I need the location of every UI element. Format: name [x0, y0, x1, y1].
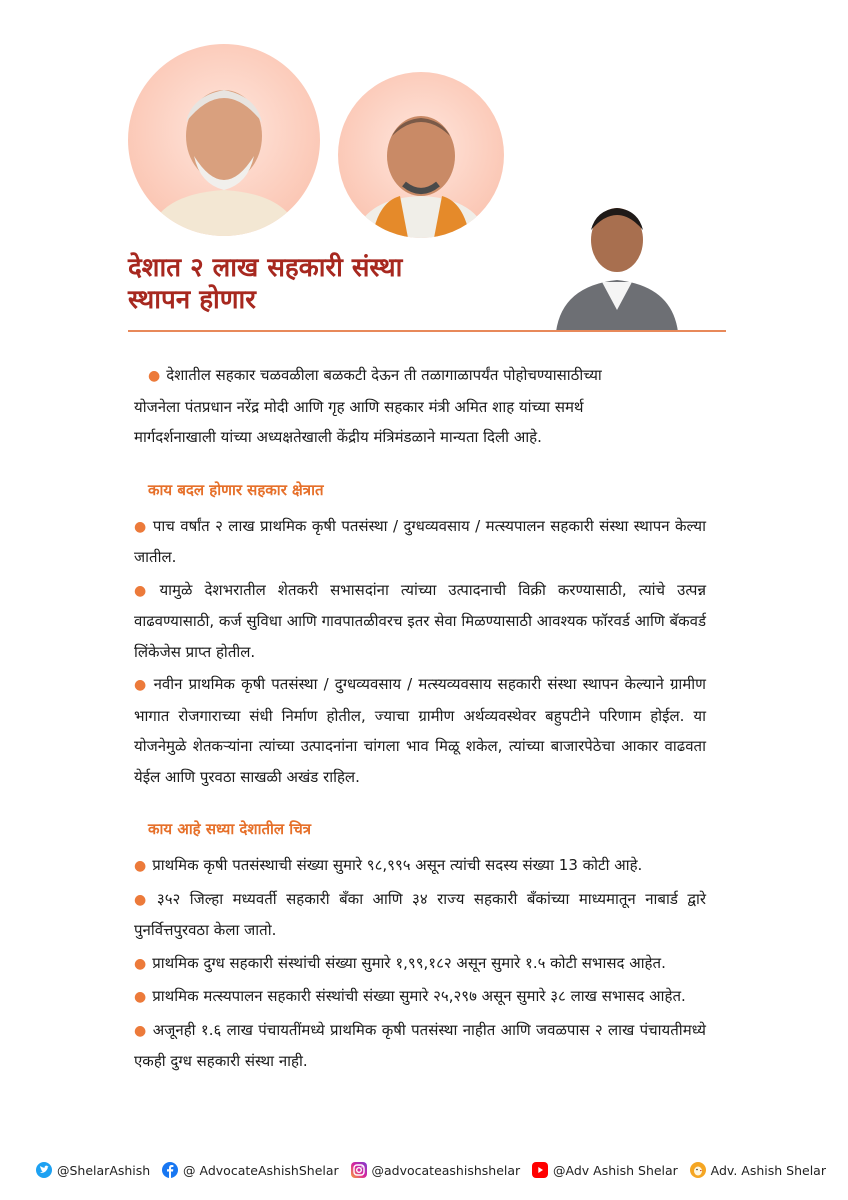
list-item: ● पाच वर्षांत २ लाख प्राथमिक कृषी पतसंस्था / दुग्धव्यवसाय / मत्स्यपालन सहकारी संस्था स्थापन केल्या जातील. — [134, 516, 706, 566]
facebook-handle: @ AdvocateAshishShelar — [183, 1162, 339, 1178]
youtube-handle: @Adv Ashish Shelar — [553, 1162, 678, 1178]
bullet-icon: ● — [134, 858, 147, 874]
section-current — [134, 850, 706, 1077]
intro-line: मार्गदर्शनाखाली यांच्या अध्यक्षतेखाली केंद्रीय मंत्रिमंडळाने मान्यता दिली आहे. — [134, 428, 542, 446]
twitter-icon — [36, 1162, 52, 1178]
section-heading-changes: काय बदल होणार सहकार क्षेत्रात — [148, 480, 324, 499]
bullet-icon: ● — [134, 1022, 147, 1039]
youtube-icon — [532, 1162, 548, 1178]
portrait-right — [548, 190, 686, 332]
section-heading-current: काय आहे सध्या देशातील चित्र — [148, 820, 311, 838]
twitter-handle: @ShelarAshish — [57, 1162, 151, 1178]
page-title — [128, 252, 528, 316]
list-item: ● अजूनही १.६ लाख पंचायतींमध्ये प्राथमिक कृषी पतसंस्था नाहीत आणि जवळपास २ लाख पंचायतीमध्ये एकही दुग्ध सहकारी संस्था नाही. — [134, 1020, 706, 1070]
youtube-link[interactable] — [532, 1162, 678, 1178]
bullet-icon: ● — [134, 582, 154, 599]
list-item: ● यामुळे देशभरातील शेतकरी सभासदांना त्यांच्या उत्पादनाची विक्री करण्यासाठी, त्यांचे उत्पन्न वाढवण्यासाठी, कर्ज सुविधा आणि गावपातळीवरच इतर सेवा मिळण्यासाठी आवश्यक फॉरवर्ड आणि बॅकवर्ड लिंकेजेस प्राप्त होतील. — [134, 580, 706, 661]
bullet-icon: ● — [134, 677, 148, 693]
article-body — [134, 360, 706, 1097]
title-line-1: देशात २ लाख सहकारी संस्था — [128, 253, 403, 283]
koo-handle: Adv. Ashish Shelar — [710, 1162, 826, 1178]
instagram-icon — [351, 1162, 367, 1178]
koo-link[interactable] — [690, 1162, 826, 1178]
intro-line: देशातील सहकार चळवळीला बळकटी देऊन ती तळागाळापर्यंत पोहोचण्यासाठीच्या — [166, 366, 602, 384]
title-line-2: स्थापन होणार — [128, 285, 256, 315]
portrait-left — [128, 44, 320, 236]
list-item: ● ३५२ जिल्हा मध्यवर्ती सहकारी बँका आणि ३४ राज्य सहकारी बँकांच्या माध्यमातून नाबार्ड द्वारे पुनर्वित्तपुरवठा केला जातो. — [134, 889, 707, 939]
section-changes — [134, 511, 706, 793]
list-item: ● प्राथमिक मत्स्यपालन सहकारी संस्थांची संख्या सुमारे २५,२९७ असून सुमारे ३८ लाख सभासद आहेत. — [134, 987, 686, 1005]
koo-icon — [690, 1162, 706, 1178]
person-portrait-icon — [548, 190, 686, 332]
social-footer — [36, 1158, 826, 1182]
bullet-icon: ● — [134, 518, 147, 535]
bullet-icon: ● — [134, 989, 147, 1005]
bullet-icon: ● — [148, 368, 161, 384]
title-divider — [128, 330, 726, 332]
twitter-link[interactable] — [36, 1162, 150, 1178]
bullet-icon: ● — [134, 955, 147, 972]
portrait-center — [338, 72, 504, 238]
facebook-link[interactable] — [162, 1162, 339, 1178]
list-item: ● प्राथमिक दुग्ध सहकारी संस्थांची संख्या सुमारे १,९९,१८२ असून सुमारे १.५ कोटी सभासद आहेत. — [134, 953, 666, 972]
facebook-icon — [162, 1162, 178, 1178]
person-portrait-icon — [338, 72, 504, 238]
list-item: ● प्राथमिक कृषी पतसंस्थाची संख्या सुमारे ९८,९९५ असून त्यांची सदस्य संख्या 13 कोटी आहे. — [134, 856, 643, 874]
instagram-handle: @advocateashishshelar — [371, 1162, 521, 1178]
bullet-icon: ● — [134, 891, 151, 908]
instagram-link[interactable] — [351, 1162, 521, 1178]
intro-paragraph — [134, 360, 706, 453]
intro-line: योजनेला पंतप्रधान नरेंद्र मोदी आणि गृह आणि सहकार मंत्री अमित शाह यांच्या समर्थ — [134, 397, 584, 416]
person-portrait-icon — [128, 44, 320, 236]
list-item: ● नवीन प्राथमिक कृषी पतसंस्था / दुग्धव्यवसाय / मत्स्यव्यवसाय सहकारी संस्था स्थापन केल्याने ग्रामीण भागात रोजगाराच्या संधी निर्माण होतील, ज्याचा ग्रामीण अर्थव्यवस्थेवर बहुपटीने परिणाम होईल. या योजनेमुळे शेतकऱ्यांना त्यांच्या उत्पादनांना चांगला भाव मिळू शकेल, त्यांच्या बाजारपेठेचा आकार वाढवता येईल आणि पुरवठा साखळी अखंड राहिल. — [134, 675, 707, 786]
